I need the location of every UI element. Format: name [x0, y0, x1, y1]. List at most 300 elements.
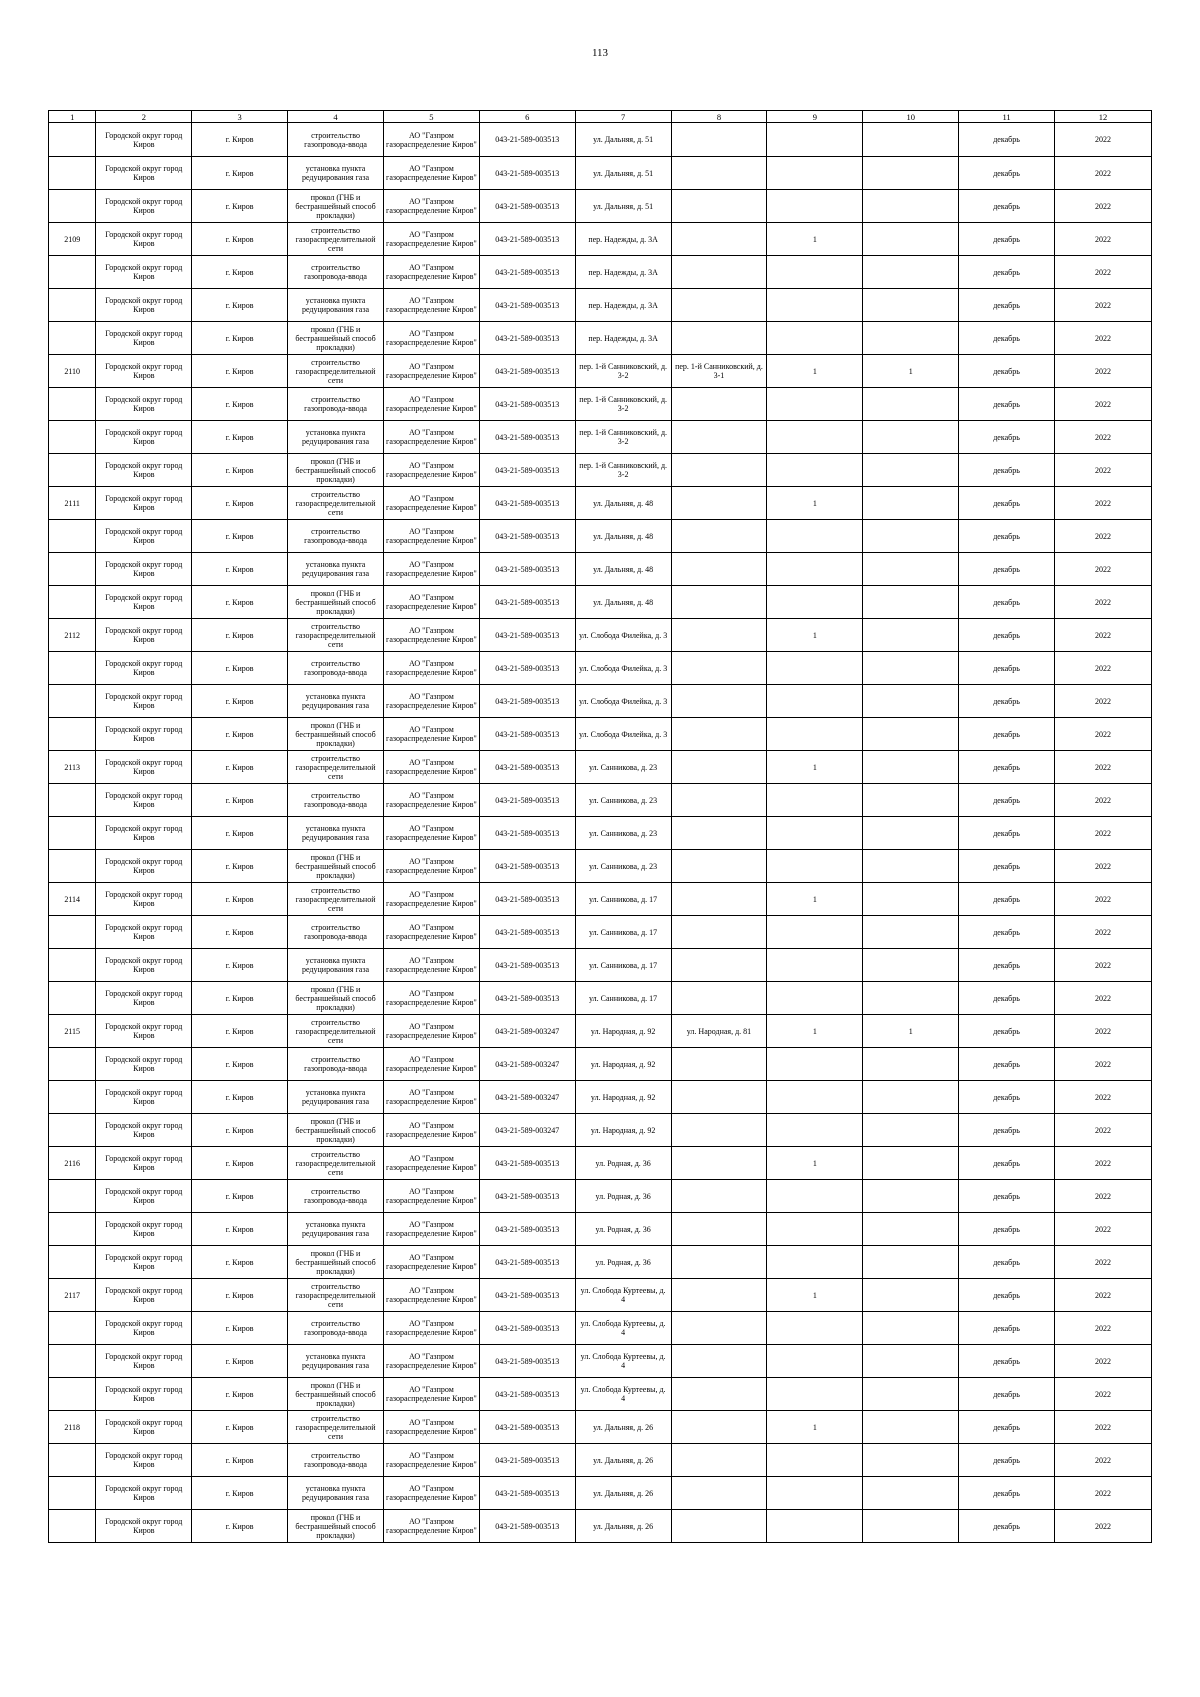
address-cell: ул. Дальняя, д. 48	[575, 520, 671, 553]
row-number-cell	[49, 289, 96, 322]
count-9-cell	[767, 421, 863, 454]
registration-number-cell: 043-21-589-003513	[479, 123, 575, 157]
row-number-cell: 2116	[49, 1147, 96, 1180]
count-9-cell	[767, 1312, 863, 1345]
year-cell: 2022	[1054, 1180, 1151, 1213]
table-row	[49, 388, 1152, 421]
work-type-cell: установка пункта редуцирования газа	[288, 1345, 384, 1378]
count-9-cell	[767, 685, 863, 718]
address-cell: ул. Санникова, д. 17	[575, 883, 671, 916]
count-9-cell	[767, 520, 863, 553]
settlement-cell: г. Киров	[192, 1444, 288, 1477]
address-2-cell	[671, 850, 767, 883]
row-number-cell	[49, 1048, 96, 1081]
count-9-cell: 1	[767, 883, 863, 916]
row-number-cell: 2113	[49, 751, 96, 784]
registration-number-cell: 043-21-589-003513	[479, 1147, 575, 1180]
month-cell: декабрь	[959, 553, 1055, 586]
row-number-cell	[49, 982, 96, 1015]
count-10-cell	[863, 784, 959, 817]
year-cell: 2022	[1054, 190, 1151, 223]
year-cell: 2022	[1054, 619, 1151, 652]
address-cell: ул. Слобода Куртеевы, д. 4	[575, 1279, 671, 1312]
registration-number-cell: 043-21-589-003513	[479, 685, 575, 718]
organization-cell: АО "Газпром газораспределение Киров"	[383, 949, 479, 982]
month-cell: декабрь	[959, 1345, 1055, 1378]
municipality-cell: Городской округ город Киров	[96, 1246, 192, 1279]
year-cell: 2022	[1054, 1279, 1151, 1312]
month-cell: декабрь	[959, 751, 1055, 784]
table-row	[49, 1510, 1152, 1543]
organization-cell: АО "Газпром газораспределение Киров"	[383, 817, 479, 850]
count-9-cell	[767, 1246, 863, 1279]
settlement-cell: г. Киров	[192, 157, 288, 190]
row-number-cell	[49, 322, 96, 355]
organization-cell: АО "Газпром газораспределение Киров"	[383, 388, 479, 421]
month-cell: декабрь	[959, 1477, 1055, 1510]
column-header-3: 3	[192, 111, 288, 123]
table-body	[49, 123, 1152, 1543]
address-cell: ул. Родная, д. 36	[575, 1147, 671, 1180]
work-type-cell: установка пункта редуцирования газа	[288, 817, 384, 850]
count-10-cell	[863, 586, 959, 619]
organization-cell: АО "Газпром газораспределение Киров"	[383, 718, 479, 751]
year-cell: 2022	[1054, 1048, 1151, 1081]
registration-number-cell: 043-21-589-003513	[479, 817, 575, 850]
row-number-cell: 2112	[49, 619, 96, 652]
address-cell: ул. Родная, д. 36	[575, 1213, 671, 1246]
address-2-cell	[671, 883, 767, 916]
month-cell: декабрь	[959, 817, 1055, 850]
registration-number-cell: 043-21-589-003513	[479, 1411, 575, 1444]
address-2-cell	[671, 1411, 767, 1444]
organization-cell: АО "Газпром газораспределение Киров"	[383, 652, 479, 685]
organization-cell: АО "Газпром газораспределение Киров"	[383, 1378, 479, 1411]
work-type-cell: прокол (ГНБ и бестраншейный способ прокладки)	[288, 850, 384, 883]
municipality-cell: Городской округ город Киров	[96, 1213, 192, 1246]
row-number-cell	[49, 421, 96, 454]
row-number-cell	[49, 1477, 96, 1510]
month-cell: декабрь	[959, 685, 1055, 718]
count-10-cell	[863, 619, 959, 652]
settlement-cell: г. Киров	[192, 487, 288, 520]
address-cell: ул. Санникова, д. 23	[575, 751, 671, 784]
month-cell: декабрь	[959, 916, 1055, 949]
organization-cell: АО "Газпром газораспределение Киров"	[383, 1213, 479, 1246]
count-10-cell	[863, 421, 959, 454]
settlement-cell: г. Киров	[192, 223, 288, 256]
settlement-cell: г. Киров	[192, 652, 288, 685]
organization-cell: АО "Газпром газораспределение Киров"	[383, 123, 479, 157]
row-number-cell	[49, 652, 96, 685]
registration-number-cell: 043-21-589-003513	[479, 355, 575, 388]
work-type-cell: установка пункта редуцирования газа	[288, 157, 384, 190]
count-10-cell	[863, 1411, 959, 1444]
registration-number-cell: 043-21-589-003513	[479, 850, 575, 883]
organization-cell: АО "Газпром газораспределение Киров"	[383, 1510, 479, 1543]
organization-cell: АО "Газпром газораспределение Киров"	[383, 289, 479, 322]
registration-number-cell: 043-21-589-003513	[479, 883, 575, 916]
table-row	[49, 1180, 1152, 1213]
settlement-cell: г. Киров	[192, 1510, 288, 1543]
registration-number-cell: 043-21-589-003513	[479, 784, 575, 817]
municipality-cell: Городской округ город Киров	[96, 949, 192, 982]
registration-number-cell: 043-21-589-003513	[479, 1477, 575, 1510]
address-2-cell	[671, 916, 767, 949]
year-cell: 2022	[1054, 850, 1151, 883]
settlement-cell: г. Киров	[192, 454, 288, 487]
month-cell: декабрь	[959, 1378, 1055, 1411]
municipality-cell: Городской округ город Киров	[96, 1147, 192, 1180]
address-2-cell	[671, 652, 767, 685]
settlement-cell: г. Киров	[192, 1048, 288, 1081]
settlement-cell: г. Киров	[192, 685, 288, 718]
organization-cell: АО "Газпром газораспределение Киров"	[383, 1246, 479, 1279]
municipality-cell: Городской округ город Киров	[96, 256, 192, 289]
column-header-11: 11	[959, 111, 1055, 123]
count-9-cell	[767, 1180, 863, 1213]
table-row	[49, 817, 1152, 850]
organization-cell: АО "Газпром газораспределение Киров"	[383, 586, 479, 619]
row-number-cell: 2115	[49, 1015, 96, 1048]
address-2-cell	[671, 1477, 767, 1510]
count-9-cell	[767, 718, 863, 751]
address-2-cell	[671, 1444, 767, 1477]
registration-number-cell: 043-21-589-003513	[479, 1213, 575, 1246]
year-cell: 2022	[1054, 1444, 1151, 1477]
month-cell: декабрь	[959, 388, 1055, 421]
work-type-cell: прокол (ГНБ и бестраншейный способ прокладки)	[288, 586, 384, 619]
settlement-cell: г. Киров	[192, 520, 288, 553]
address-cell: ул. Слобода Филейка, д. 3	[575, 619, 671, 652]
address-cell: ул. Дальняя, д. 51	[575, 123, 671, 157]
row-number-cell	[49, 817, 96, 850]
address-2-cell	[671, 949, 767, 982]
count-10-cell	[863, 1378, 959, 1411]
table-row	[49, 1345, 1152, 1378]
count-9-cell	[767, 256, 863, 289]
work-type-cell: прокол (ГНБ и бестраншейный способ прокладки)	[288, 322, 384, 355]
month-cell: декабрь	[959, 1279, 1055, 1312]
count-9-cell: 1	[767, 751, 863, 784]
table-row	[49, 123, 1152, 157]
address-cell: ул. Слобода Филейка, д. 3	[575, 718, 671, 751]
registration-number-cell: 043-21-589-003513	[479, 619, 575, 652]
municipality-cell: Городской округ город Киров	[96, 520, 192, 553]
work-type-cell: строительство газопровода-ввода	[288, 652, 384, 685]
municipality-cell: Городской округ город Киров	[96, 784, 192, 817]
municipality-cell: Городской округ город Киров	[96, 1279, 192, 1312]
address-2-cell	[671, 718, 767, 751]
municipality-cell: Городской округ город Киров	[96, 1312, 192, 1345]
count-10-cell	[863, 817, 959, 850]
row-number-cell: 2110	[49, 355, 96, 388]
organization-cell: АО "Газпром газораспределение Киров"	[383, 685, 479, 718]
month-cell: декабрь	[959, 982, 1055, 1015]
registration-number-cell: 043-21-589-003513	[479, 1345, 575, 1378]
count-9-cell	[767, 454, 863, 487]
row-number-cell	[49, 553, 96, 586]
address-cell: ул. Народная, д. 92	[575, 1015, 671, 1048]
year-cell: 2022	[1054, 1114, 1151, 1147]
settlement-cell: г. Киров	[192, 1081, 288, 1114]
table-row	[49, 223, 1152, 256]
organization-cell: АО "Газпром газораспределение Киров"	[383, 1444, 479, 1477]
organization-cell: АО "Газпром газораспределение Киров"	[383, 916, 479, 949]
year-cell: 2022	[1054, 949, 1151, 982]
address-cell: ул. Народная, д. 92	[575, 1081, 671, 1114]
work-type-cell: установка пункта редуцирования газа	[288, 1081, 384, 1114]
municipality-cell: Городской округ город Киров	[96, 1411, 192, 1444]
settlement-cell: г. Киров	[192, 1312, 288, 1345]
work-type-cell: прокол (ГНБ и бестраншейный способ прокладки)	[288, 982, 384, 1015]
count-9-cell	[767, 388, 863, 421]
municipality-cell: Городской округ город Киров	[96, 916, 192, 949]
count-10-cell	[863, 1114, 959, 1147]
organization-cell: АО "Газпром газораспределение Киров"	[383, 619, 479, 652]
row-number-cell: 2114	[49, 883, 96, 916]
column-header-5: 5	[383, 111, 479, 123]
year-cell: 2022	[1054, 718, 1151, 751]
address-cell: пер. 1-й Санниковский, д. 3-2	[575, 355, 671, 388]
month-cell: декабрь	[959, 256, 1055, 289]
year-cell: 2022	[1054, 1147, 1151, 1180]
address-2-cell	[671, 289, 767, 322]
year-cell: 2022	[1054, 322, 1151, 355]
settlement-cell: г. Киров	[192, 388, 288, 421]
table-row	[49, 1114, 1152, 1147]
settlement-cell: г. Киров	[192, 1279, 288, 1312]
organization-cell: АО "Газпром газораспределение Киров"	[383, 1048, 479, 1081]
address-2-cell	[671, 388, 767, 421]
registration-number-cell: 043-21-589-003513	[479, 1312, 575, 1345]
address-cell: пер. 1-й Санниковский, д. 3-2	[575, 388, 671, 421]
registration-number-cell: 043-21-589-003513	[479, 190, 575, 223]
work-type-cell: установка пункта редуцирования газа	[288, 949, 384, 982]
row-number-cell	[49, 850, 96, 883]
registration-number-cell: 043-21-589-003513	[479, 1180, 575, 1213]
address-2-cell	[671, 487, 767, 520]
count-9-cell	[767, 817, 863, 850]
settlement-cell: г. Киров	[192, 619, 288, 652]
address-2-cell	[671, 1114, 767, 1147]
count-10-cell	[863, 256, 959, 289]
registration-number-cell: 043-21-589-003513	[479, 487, 575, 520]
count-10-cell	[863, 388, 959, 421]
column-header-1: 1	[49, 111, 96, 123]
address-cell: ул. Санникова, д. 17	[575, 982, 671, 1015]
year-cell: 2022	[1054, 421, 1151, 454]
count-10-cell	[863, 850, 959, 883]
address-cell: ул. Дальняя, д. 26	[575, 1411, 671, 1444]
month-cell: декабрь	[959, 1444, 1055, 1477]
column-header-2: 2	[96, 111, 192, 123]
row-number-cell	[49, 784, 96, 817]
row-number-cell	[49, 388, 96, 421]
month-cell: декабрь	[959, 1180, 1055, 1213]
table-row	[49, 982, 1152, 1015]
organization-cell: АО "Газпром газораспределение Киров"	[383, 1147, 479, 1180]
organization-cell: АО "Газпром газораспределение Киров"	[383, 850, 479, 883]
organization-cell: АО "Газпром газораспределение Киров"	[383, 157, 479, 190]
column-header-7: 7	[575, 111, 671, 123]
month-cell: декабрь	[959, 850, 1055, 883]
work-type-cell: установка пункта редуцирования газа	[288, 553, 384, 586]
municipality-cell: Городской округ город Киров	[96, 586, 192, 619]
register-table	[48, 110, 1152, 1543]
registration-number-cell: 043-21-589-003247	[479, 1015, 575, 1048]
count-9-cell: 1	[767, 1411, 863, 1444]
work-type-cell: прокол (ГНБ и бестраншейный способ прокладки)	[288, 718, 384, 751]
address-2-cell	[671, 520, 767, 553]
address-cell: ул. Слобода Куртеевы, д. 4	[575, 1378, 671, 1411]
work-type-cell: строительство газораспределительной сети	[288, 619, 384, 652]
settlement-cell: г. Киров	[192, 1015, 288, 1048]
row-number-cell	[49, 1510, 96, 1543]
organization-cell: АО "Газпром газораспределение Киров"	[383, 1411, 479, 1444]
month-cell: декабрь	[959, 1246, 1055, 1279]
count-9-cell	[767, 1378, 863, 1411]
table-row	[49, 718, 1152, 751]
count-9-cell	[767, 949, 863, 982]
month-cell: декабрь	[959, 1411, 1055, 1444]
work-type-cell: прокол (ГНБ и бестраншейный способ прокладки)	[288, 454, 384, 487]
year-cell: 2022	[1054, 784, 1151, 817]
address-2-cell	[671, 123, 767, 157]
registration-number-cell: 043-21-589-003513	[479, 289, 575, 322]
registration-number-cell: 043-21-589-003513	[479, 322, 575, 355]
month-cell: декабрь	[959, 1510, 1055, 1543]
table-row	[49, 685, 1152, 718]
registration-number-cell: 043-21-589-003513	[479, 454, 575, 487]
work-type-cell: строительство газопровода-ввода	[288, 1180, 384, 1213]
table-row	[49, 619, 1152, 652]
year-cell: 2022	[1054, 223, 1151, 256]
municipality-cell: Городской округ город Киров	[96, 982, 192, 1015]
settlement-cell: г. Киров	[192, 1411, 288, 1444]
month-cell: декабрь	[959, 1081, 1055, 1114]
address-2-cell	[671, 1213, 767, 1246]
municipality-cell: Городской округ город Киров	[96, 1510, 192, 1543]
work-type-cell: прокол (ГНБ и бестраншейный способ прокладки)	[288, 1246, 384, 1279]
address-cell: ул. Дальняя, д. 26	[575, 1444, 671, 1477]
count-9-cell	[767, 982, 863, 1015]
address-cell: ул. Санникова, д. 23	[575, 850, 671, 883]
row-number-cell	[49, 1213, 96, 1246]
month-cell: декабрь	[959, 1114, 1055, 1147]
settlement-cell: г. Киров	[192, 1213, 288, 1246]
municipality-cell: Городской округ город Киров	[96, 751, 192, 784]
settlement-cell: г. Киров	[192, 586, 288, 619]
address-cell: ул. Дальняя, д. 48	[575, 586, 671, 619]
municipality-cell: Городской округ город Киров	[96, 1048, 192, 1081]
row-number-cell	[49, 1378, 96, 1411]
count-9-cell	[767, 1081, 863, 1114]
year-cell: 2022	[1054, 553, 1151, 586]
address-2-cell	[671, 982, 767, 1015]
work-type-cell: прокол (ГНБ и бестраншейный способ прокладки)	[288, 1378, 384, 1411]
address-2-cell	[671, 1147, 767, 1180]
count-10-cell	[863, 289, 959, 322]
column-header-12: 12	[1054, 111, 1151, 123]
count-9-cell	[767, 652, 863, 685]
work-type-cell: строительство газораспределительной сети	[288, 1411, 384, 1444]
count-9-cell	[767, 1510, 863, 1543]
address-2-cell	[671, 223, 767, 256]
month-cell: декабрь	[959, 454, 1055, 487]
work-type-cell: строительство газопровода-ввода	[288, 520, 384, 553]
table-row	[49, 751, 1152, 784]
work-type-cell: установка пункта редуцирования газа	[288, 421, 384, 454]
organization-cell: АО "Газпром газораспределение Киров"	[383, 1345, 479, 1378]
table-row	[49, 520, 1152, 553]
settlement-cell: г. Киров	[192, 751, 288, 784]
address-2-cell	[671, 190, 767, 223]
organization-cell: АО "Газпром газораспределение Киров"	[383, 520, 479, 553]
count-9-cell	[767, 1213, 863, 1246]
year-cell: 2022	[1054, 685, 1151, 718]
count-10-cell	[863, 553, 959, 586]
municipality-cell: Городской округ город Киров	[96, 123, 192, 157]
organization-cell: АО "Газпром газораспределение Киров"	[383, 1015, 479, 1048]
year-cell: 2022	[1054, 652, 1151, 685]
work-type-cell: установка пункта редуцирования газа	[288, 1213, 384, 1246]
municipality-cell: Городской округ город Киров	[96, 1345, 192, 1378]
registration-number-cell: 043-21-589-003513	[479, 421, 575, 454]
month-cell: декабрь	[959, 322, 1055, 355]
municipality-cell: Городской округ город Киров	[96, 157, 192, 190]
municipality-cell: Городской округ город Киров	[96, 421, 192, 454]
row-number-cell	[49, 454, 96, 487]
address-2-cell	[671, 784, 767, 817]
municipality-cell: Городской округ город Киров	[96, 850, 192, 883]
municipality-cell: Городской округ город Киров	[96, 454, 192, 487]
count-9-cell	[767, 553, 863, 586]
organization-cell: АО "Газпром газораспределение Киров"	[383, 982, 479, 1015]
month-cell: декабрь	[959, 949, 1055, 982]
month-cell: декабрь	[959, 784, 1055, 817]
count-10-cell	[863, 1477, 959, 1510]
address-2-cell	[671, 1510, 767, 1543]
address-cell: ул. Санникова, д. 17	[575, 916, 671, 949]
count-10-cell	[863, 916, 959, 949]
registration-number-cell: 043-21-589-003513	[479, 1510, 575, 1543]
count-10-cell	[863, 487, 959, 520]
month-cell: декабрь	[959, 223, 1055, 256]
month-cell: декабрь	[959, 487, 1055, 520]
row-number-cell: 2117	[49, 1279, 96, 1312]
address-cell: ул. Народная, д. 92	[575, 1048, 671, 1081]
count-9-cell: 1	[767, 1279, 863, 1312]
year-cell: 2022	[1054, 1213, 1151, 1246]
count-10-cell	[863, 1048, 959, 1081]
organization-cell: АО "Газпром газораспределение Киров"	[383, 1081, 479, 1114]
municipality-cell: Городской округ город Киров	[96, 619, 192, 652]
table-row	[49, 949, 1152, 982]
work-type-cell: установка пункта редуцирования газа	[288, 1477, 384, 1510]
organization-cell: АО "Газпром газораспределение Киров"	[383, 487, 479, 520]
table-row	[49, 1312, 1152, 1345]
year-cell: 2022	[1054, 454, 1151, 487]
count-9-cell	[767, 1114, 863, 1147]
year-cell: 2022	[1054, 487, 1151, 520]
row-number-cell	[49, 520, 96, 553]
month-cell: декабрь	[959, 157, 1055, 190]
year-cell: 2022	[1054, 1510, 1151, 1543]
organization-cell: АО "Газпром газораспределение Киров"	[383, 1114, 479, 1147]
year-cell: 2022	[1054, 123, 1151, 157]
count-10-cell	[863, 1444, 959, 1477]
